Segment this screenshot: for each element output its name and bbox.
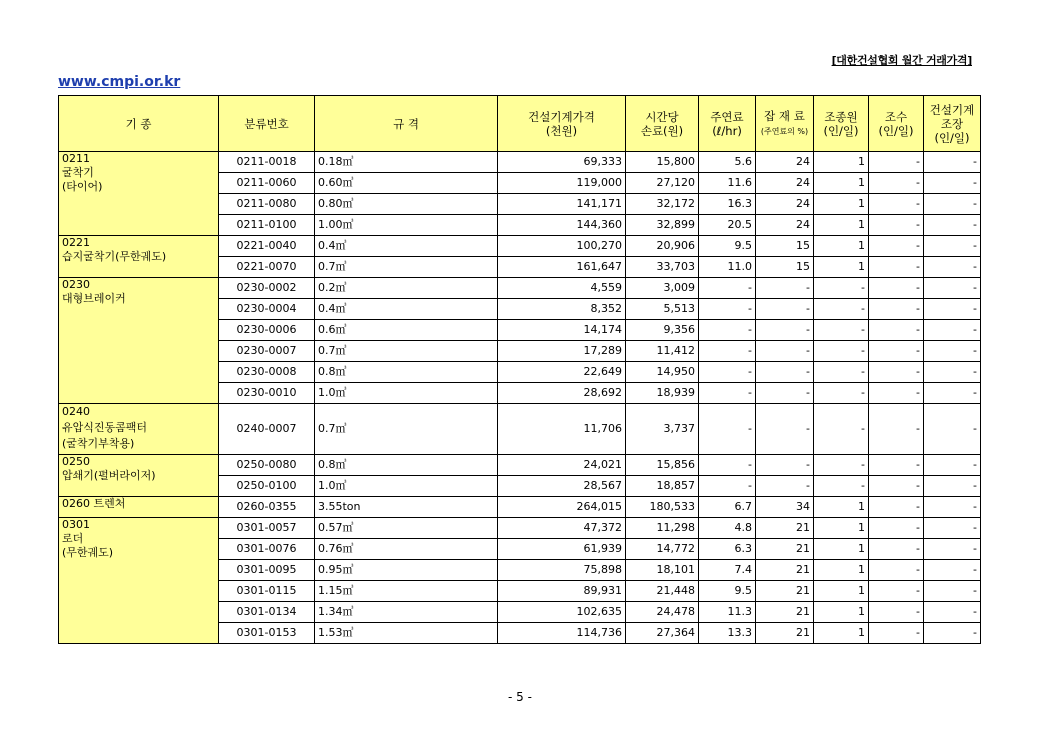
hourly-cost-cell: 14,772 [626,539,699,560]
operator-cell: 1 [814,581,869,602]
price-cell: 28,567 [498,476,626,497]
col-header-hourly-cost: 시간당 손료(원) [626,96,699,152]
hourly-cost-cell: 27,364 [626,623,699,644]
foreman-cell: - [924,497,981,518]
foreman-cell: - [924,341,981,362]
foreman-cell: - [924,404,981,455]
price-cell: 4,559 [498,278,626,299]
code-cell: 0211-0100 [219,215,315,236]
hourly-cost-cell: 27,120 [626,173,699,194]
category-line: 0211 [62,152,90,165]
spec-cell: 0.8㎥ [315,455,498,476]
misc-cell: - [756,404,814,455]
operator-cell: 1 [814,194,869,215]
misc-cell: 21 [756,602,814,623]
operator-cell: - [814,476,869,497]
hourly-cost-cell: 15,856 [626,455,699,476]
price-cell: 144,360 [498,215,626,236]
assistant-cell: - [869,560,924,581]
fuel-cell: - [699,476,756,497]
assistant-cell: - [869,215,924,236]
spec-cell: 0.4㎥ [315,236,498,257]
misc-cell: - [756,278,814,299]
assistant-cell: - [869,341,924,362]
hourly-cost-cell: 9,356 [626,320,699,341]
spec-cell: 0.2㎥ [315,278,498,299]
table-row [59,455,981,476]
fuel-cell: 11.3 [699,602,756,623]
table-header-row [59,96,981,152]
assistant-cell: - [869,581,924,602]
foreman-cell: - [924,194,981,215]
fuel-cell: - [699,320,756,341]
category-cell [59,404,219,455]
misc-cell: 15 [756,257,814,278]
category-cell [59,497,219,518]
spec-cell: 0.60㎥ [315,173,498,194]
category-line: 0301 [62,518,90,531]
misc-cell: 21 [756,518,814,539]
table-row [59,497,981,518]
table-row [59,518,981,539]
code-cell: 0250-0080 [219,455,315,476]
misc-cell: 15 [756,236,814,257]
fuel-cell: - [699,455,756,476]
operator-cell: 1 [814,539,869,560]
operator-cell: 1 [814,257,869,278]
price-cell: 8,352 [498,299,626,320]
foreman-cell: - [924,299,981,320]
category-cell [59,236,219,278]
fuel-cell: - [699,341,756,362]
foreman-cell: - [924,602,981,623]
fuel-cell: - [699,404,756,455]
hourly-cost-cell: 18,101 [626,560,699,581]
foreman-cell: - [924,362,981,383]
fuel-cell: - [699,383,756,404]
hourly-cost-cell: 15,800 [626,152,699,173]
category-line: (타이어) [62,180,103,193]
assistant-cell: - [869,299,924,320]
price-cell: 102,635 [498,602,626,623]
foreman-cell: - [924,152,981,173]
price-cell: 24,021 [498,455,626,476]
category-line: 유압식진동콤팩터 [62,421,148,434]
misc-cell: 34 [756,497,814,518]
spec-cell: 1.53㎥ [315,623,498,644]
code-cell: 0211-0018 [219,152,315,173]
price-cell: 47,372 [498,518,626,539]
hourly-cost-cell: 14,950 [626,362,699,383]
fuel-cell: - [699,362,756,383]
spec-cell: 0.7㎥ [315,341,498,362]
price-cell: 22,649 [498,362,626,383]
operator-cell: - [814,404,869,455]
category-line: 0260 트렌처 [62,497,126,510]
assistant-cell: - [869,173,924,194]
misc-cell: - [756,455,814,476]
misc-cell: - [756,320,814,341]
spec-cell: 0.6㎥ [315,320,498,341]
category-cell [59,455,219,497]
spec-cell: 1.34㎥ [315,602,498,623]
col-header-type: 기 종 [59,96,219,152]
operator-cell: - [814,299,869,320]
code-cell: 0301-0057 [219,518,315,539]
spec-cell: 0.7㎥ [315,404,498,455]
operator-cell: - [814,278,869,299]
hourly-cost-cell: 3,009 [626,278,699,299]
foreman-cell: - [924,320,981,341]
fuel-cell: 9.5 [699,236,756,257]
foreman-cell: - [924,278,981,299]
code-cell: 0230-0007 [219,341,315,362]
page-number: - 5 - [508,690,532,704]
fuel-cell: - [699,299,756,320]
price-cell: 11,706 [498,404,626,455]
price-cell: 161,647 [498,257,626,278]
operator-cell: - [814,362,869,383]
foreman-cell: - [924,476,981,497]
misc-cell: 21 [756,560,814,581]
code-cell: 0230-0002 [219,278,315,299]
price-cell: 141,171 [498,194,626,215]
code-cell: 0260-0355 [219,497,315,518]
operator-cell: - [814,383,869,404]
assistant-cell: - [869,455,924,476]
table-row [59,152,981,173]
col-header-fuel: 주연료 (ℓ/hr) [699,96,756,152]
category-line: (굴착기부착용) [62,437,135,450]
assistant-cell: - [869,278,924,299]
hourly-cost-cell: 24,478 [626,602,699,623]
table-row [59,404,981,455]
assistant-cell: - [869,497,924,518]
assistant-cell: - [869,152,924,173]
foreman-cell: - [924,539,981,560]
category-line: 0221 [62,236,90,249]
assistant-cell: - [869,194,924,215]
code-cell: 0230-0004 [219,299,315,320]
fuel-cell: 7.4 [699,560,756,581]
foreman-cell: - [924,215,981,236]
misc-cell: - [756,341,814,362]
col-header-operator: 조종원 (인/일) [814,96,869,152]
spec-cell: 0.7㎥ [315,257,498,278]
category-cell [59,518,219,644]
misc-cell: 24 [756,152,814,173]
col-header-misc-sub: (주연료의 %) [760,126,809,136]
price-cell: 61,939 [498,539,626,560]
category-line: 압쇄기(펄버라이저) [62,469,156,482]
publication-title: [대한건설협회 월간 거래가격] [831,54,972,67]
spec-cell: 0.8㎥ [315,362,498,383]
assistant-cell: - [869,404,924,455]
price-cell: 119,000 [498,173,626,194]
fuel-cell: 20.5 [699,215,756,236]
misc-cell: 21 [756,581,814,602]
col-header-spec: 규 격 [315,96,498,152]
fuel-cell: 13.3 [699,623,756,644]
assistant-cell: - [869,236,924,257]
spec-cell: 1.15㎥ [315,581,498,602]
code-cell: 0301-0076 [219,539,315,560]
assistant-cell: - [869,539,924,560]
operator-cell: 1 [814,173,869,194]
misc-cell: 21 [756,539,814,560]
price-cell: 114,736 [498,623,626,644]
col-header-assistant: 조수 (인/일) [869,96,924,152]
operator-cell: 1 [814,518,869,539]
category-line: 굴착기 [62,166,94,179]
code-cell: 0301-0153 [219,623,315,644]
col-header-foreman: 건설기계 조장 (인/일) [924,96,981,152]
code-cell: 0301-0115 [219,581,315,602]
fuel-cell: 11.6 [699,173,756,194]
price-cell: 75,898 [498,560,626,581]
code-cell: 0240-0007 [219,404,315,455]
hourly-cost-cell: 5,513 [626,299,699,320]
foreman-cell: - [924,236,981,257]
fuel-cell: 16.3 [699,194,756,215]
operator-cell: 1 [814,623,869,644]
fuel-cell: - [699,278,756,299]
foreman-cell: - [924,581,981,602]
equipment-price-table [58,95,981,644]
foreman-cell: - [924,383,981,404]
misc-cell: - [756,299,814,320]
fuel-cell: 5.6 [699,152,756,173]
code-cell: 0221-0040 [219,236,315,257]
operator-cell: - [814,455,869,476]
category-line: 0230 [62,278,90,291]
spec-cell: 3.55ton [315,497,498,518]
fuel-cell: 6.3 [699,539,756,560]
misc-cell: - [756,383,814,404]
code-cell: 0301-0095 [219,560,315,581]
col-header-price: 건설기계가격 (천원) [498,96,626,152]
assistant-cell: - [869,320,924,341]
spec-cell: 1.0㎥ [315,383,498,404]
price-cell: 17,289 [498,341,626,362]
code-cell: 0250-0100 [219,476,315,497]
hourly-cost-cell: 11,298 [626,518,699,539]
category-line: 로더 [62,532,84,545]
operator-cell: 1 [814,152,869,173]
fuel-cell: 11.0 [699,257,756,278]
category-line: 0250 [62,455,90,468]
foreman-cell: - [924,173,981,194]
code-cell: 0211-0060 [219,173,315,194]
hourly-cost-cell: 18,857 [626,476,699,497]
category-line: 대형브레이커 [62,292,126,305]
category-line: 0240 [62,405,90,418]
assistant-cell: - [869,623,924,644]
misc-cell: 24 [756,173,814,194]
assistant-cell: - [869,257,924,278]
hourly-cost-cell: 33,703 [626,257,699,278]
fuel-cell: 6.7 [699,497,756,518]
fuel-cell: 4.8 [699,518,756,539]
operator-cell: - [814,341,869,362]
misc-cell: - [756,362,814,383]
price-cell: 14,174 [498,320,626,341]
code-cell: 0230-0010 [219,383,315,404]
price-cell: 89,931 [498,581,626,602]
hourly-cost-cell: 32,172 [626,194,699,215]
spec-cell: 1.00㎥ [315,215,498,236]
col-header-misc: 잡 재 료 (주연료의 %) [756,96,814,152]
spec-cell: 0.18㎥ [315,152,498,173]
foreman-cell: - [924,560,981,581]
category-cell [59,152,219,236]
spec-cell: 1.0㎥ [315,476,498,497]
assistant-cell: - [869,383,924,404]
assistant-cell: - [869,518,924,539]
price-cell: 69,333 [498,152,626,173]
category-cell [59,278,219,404]
misc-cell: - [756,476,814,497]
spec-cell: 0.76㎥ [315,539,498,560]
price-cell: 100,270 [498,236,626,257]
spec-cell: 0.4㎥ [315,299,498,320]
spec-cell: 0.80㎥ [315,194,498,215]
hourly-cost-cell: 32,899 [626,215,699,236]
operator-cell: 1 [814,215,869,236]
spec-cell: 0.57㎥ [315,518,498,539]
col-header-code: 분류번호 [219,96,315,152]
fuel-cell: 9.5 [699,581,756,602]
misc-cell: 21 [756,623,814,644]
hourly-cost-cell: 11,412 [626,341,699,362]
hourly-cost-cell: 21,448 [626,581,699,602]
foreman-cell: - [924,518,981,539]
hourly-cost-cell: 180,533 [626,497,699,518]
foreman-cell: - [924,455,981,476]
website-link[interactable]: www.cmpi.or.kr [58,74,181,90]
misc-cell: 24 [756,194,814,215]
operator-cell: - [814,320,869,341]
table-row [59,278,981,299]
foreman-cell: - [924,623,981,644]
code-cell: 0211-0080 [219,194,315,215]
code-cell: 0230-0008 [219,362,315,383]
code-cell: 0301-0134 [219,602,315,623]
assistant-cell: - [869,602,924,623]
code-cell: 0230-0006 [219,320,315,341]
table-row [59,236,981,257]
hourly-cost-cell: 20,906 [626,236,699,257]
code-cell: 0221-0070 [219,257,315,278]
hourly-cost-cell: 3,737 [626,404,699,455]
foreman-cell: - [924,257,981,278]
hourly-cost-cell: 18,939 [626,383,699,404]
category-line: (무한궤도) [62,546,114,559]
assistant-cell: - [869,362,924,383]
spec-cell: 0.95㎥ [315,560,498,581]
misc-cell: 24 [756,215,814,236]
operator-cell: 1 [814,497,869,518]
operator-cell: 1 [814,602,869,623]
assistant-cell: - [869,476,924,497]
operator-cell: 1 [814,236,869,257]
category-line: 습지굴착기(무한궤도) [62,250,167,263]
operator-cell: 1 [814,560,869,581]
price-cell: 264,015 [498,497,626,518]
price-cell: 28,692 [498,383,626,404]
